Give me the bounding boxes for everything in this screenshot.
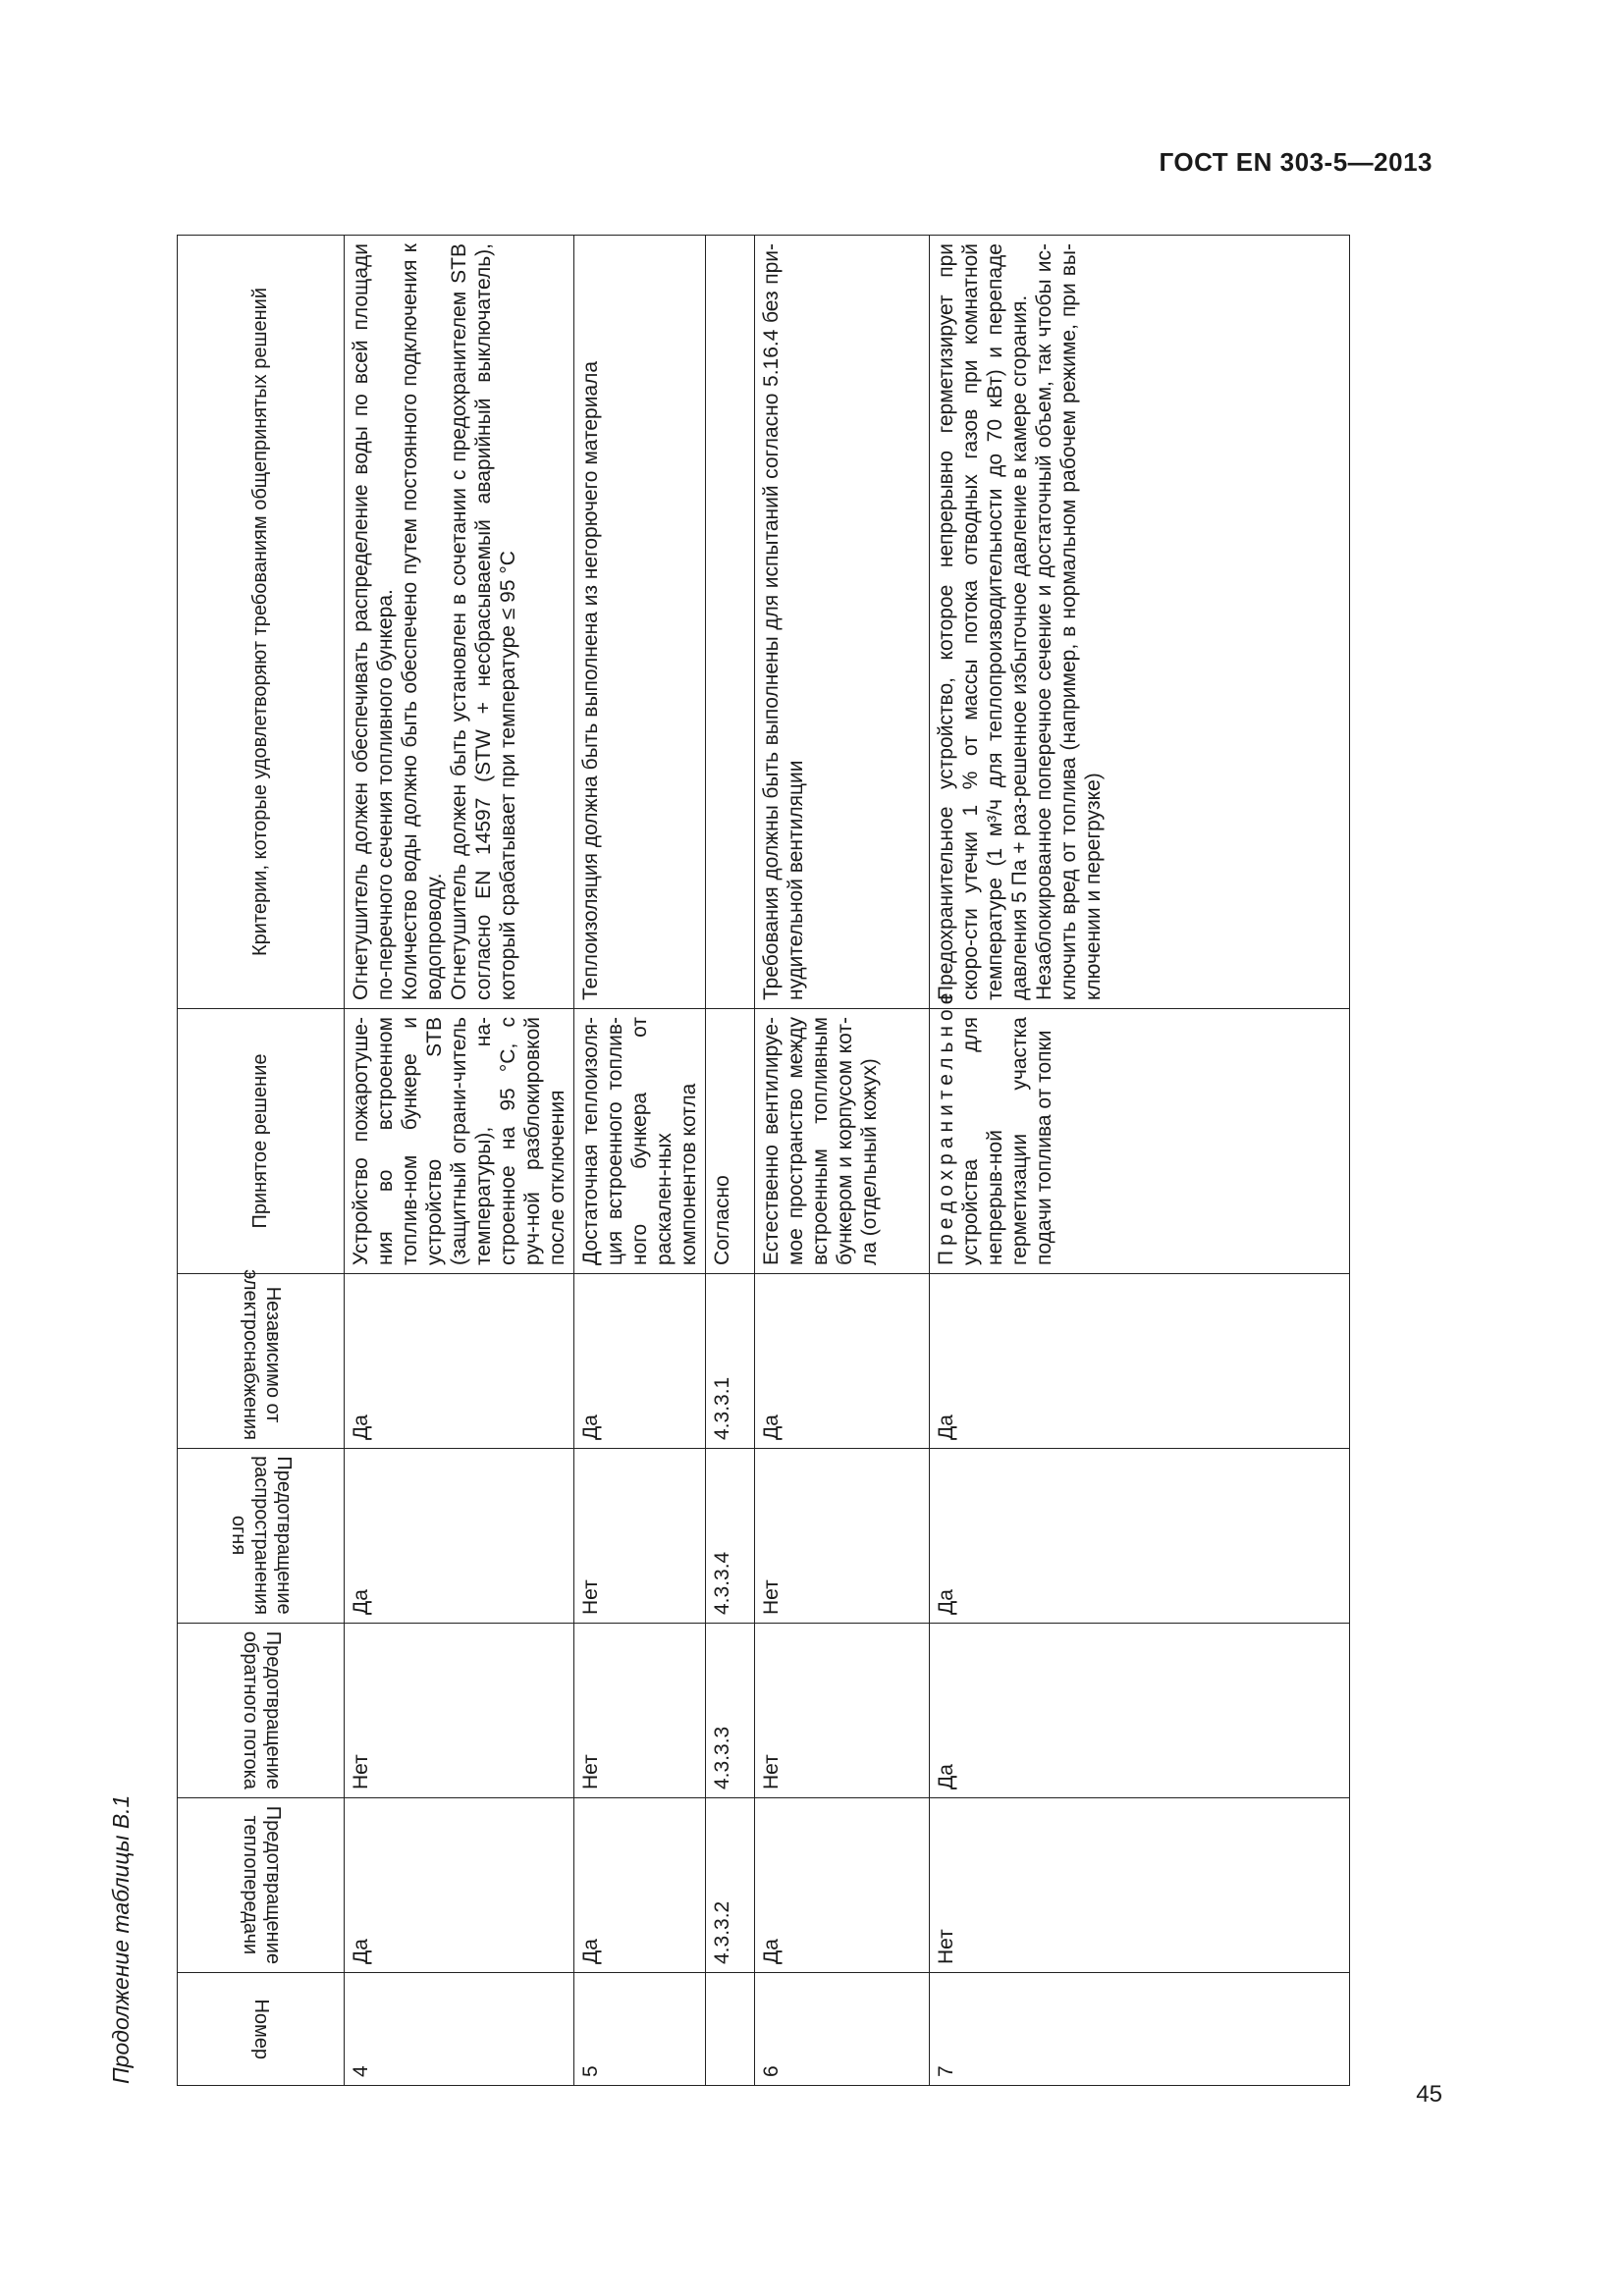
col-header-number: Номер: [178, 1973, 345, 2086]
cell-solution: [930, 988, 1350, 1274]
cell-criteria: [706, 236, 755, 1009]
solution-spaced-word: Предохранительное: [935, 988, 957, 1265]
cell-solution: Достаточная теплоизоля-ция встроенного топлив-ного бункера от раскален-ных компонентов котла: [574, 1009, 706, 1274]
cell-heat: Нет: [930, 1798, 1350, 1973]
cell-backflow: Нет: [345, 1624, 574, 1798]
table-row: [930, 236, 1350, 2086]
cell-independent: Да: [345, 1274, 574, 1449]
solution-text: устройства для непрерыв-ной герметизации участка подачи топлива от топки: [959, 1017, 1056, 1265]
cell-number: 7: [930, 1973, 1350, 2086]
cell-criteria: [755, 236, 930, 1009]
col-header-solution: Принятое решение: [178, 1009, 345, 1274]
cell-number: 4: [345, 1973, 574, 2086]
col-header-criteria: Критерии, которые удовлетворяют требованиям общепринятых решений: [178, 236, 345, 1009]
cell-fire: Да: [930, 1449, 1350, 1624]
criteria-line: Огнетушитель должен обеспечивать распределение воды по всей площади по-перечного сечения топливного бункера.: [350, 243, 397, 1000]
col-header-power-independent: Независимо от электроснабжения: [178, 1274, 345, 1449]
table-row: [574, 236, 706, 2086]
cell-fire: Да: [345, 1449, 574, 1624]
cell-independent: Да: [755, 1274, 930, 1449]
cell-backflow: 4.3.3.3: [706, 1624, 755, 1798]
cell-backflow: Нет: [755, 1624, 930, 1798]
criteria-table: [177, 235, 1350, 2086]
criteria-line: Количество воды должно быть обеспечено путем постоянного подключения к водопроводу.: [399, 243, 446, 1000]
cell-heat: Да: [755, 1798, 930, 1973]
cell-number: 5: [574, 1973, 706, 2086]
page-number: 45: [1416, 2081, 1442, 2108]
col-header-heat-transfer: Предотвращение теплопередачи: [178, 1798, 345, 1973]
cell-solution: Естественно вентилируе-мое пространство между встроенным топливным бункером и корпусом кот-ла (отдельный кожух): [755, 1009, 930, 1274]
table-header-row: [178, 236, 345, 2086]
table-caption: Продолжение таблицы В.1: [108, 1794, 134, 2084]
cell-heat: 4.3.3.2: [706, 1798, 755, 1973]
cell-solution: Устройство пожаротуше-ния во встроенном топлив-ном бункере и устройство STB (защитный ограни-читель температуры), на-строенное на 95 °С, с руч-ной разблокировкой после отключения: [345, 1009, 574, 1274]
table-row: [706, 236, 755, 2086]
cell-fire: Нет: [574, 1449, 706, 1624]
cell-criteria: [345, 236, 574, 1009]
cell-backflow: Нет: [574, 1624, 706, 1798]
cell-heat: Да: [574, 1798, 706, 1973]
table-row: [755, 236, 930, 2086]
cell-independent: Да: [574, 1274, 706, 1449]
document-standard-header: ГОСТ EN 303-5—2013: [1159, 147, 1433, 177]
cell-criteria: [574, 236, 706, 1009]
cell-fire: 4.3.3.4: [706, 1449, 755, 1624]
cell-heat: Да: [345, 1798, 574, 1973]
cell-independent: 4.3.3.1: [706, 1274, 755, 1449]
cell-independent: Да: [930, 1274, 1350, 1449]
criteria-line: Теплоизоляция должна быть выполнена из негорючего материала: [579, 360, 602, 1000]
criteria-line: Огнетушитель должен быть установлен в сочетании с предохранителем STB согласно EN 14597 (STW + несбрасываемый аварийный выключатель), который срабатывает при температуре ≤ 95 °С: [448, 243, 519, 1000]
criteria-line: Предохранительное устройство, которое непрерывно герметизирует при скоро-сти утечки 1 % от массы потока отводных газов при комнатной температуре (1 м³/ч для теплопроизводительности до 70 кВт) и перепаде давления 5 Па + раз-решенное избыточное давление в камере сгорания.: [935, 243, 1031, 1000]
cell-fire: Нет: [755, 1449, 930, 1624]
cell-number: 6: [755, 1973, 930, 2086]
cell-criteria: [930, 236, 1350, 1009]
cell-backflow: Да: [930, 1624, 1350, 1798]
col-header-fire-spread: Предотвращение распространения огня: [178, 1449, 345, 1624]
criteria-line: Незаблокированное поперечное сечение и достаточный объем, так чтобы ис-ключить вред от топлива (например, в нормальном рабочем режиме, при вы-ключении и перегрузке): [1033, 243, 1105, 1000]
criteria-line: Требования должны быть выполнены для испытаний согласно 5.16.4 без при-нудительной вентиляции: [760, 243, 807, 1000]
rotated-table-block: [108, 231, 1355, 2086]
cell-solution: Согласно: [706, 1009, 755, 1274]
table-row: [345, 236, 574, 2086]
cell-number: [706, 1973, 755, 2086]
col-header-backflow: Предотвращение обратного потока: [178, 1624, 345, 1798]
